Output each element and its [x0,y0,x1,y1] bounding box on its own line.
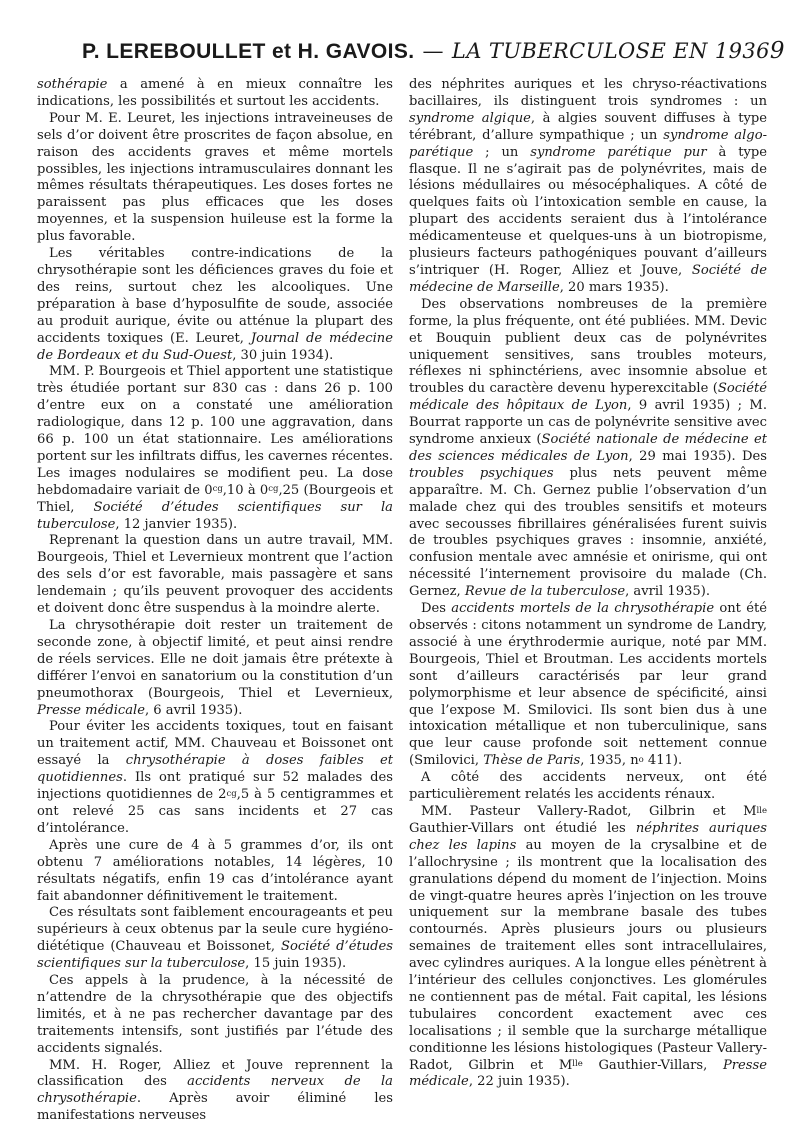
running-header [82,38,785,74]
text-run: . Après avoir éliminé les manifestations nerveuses [37,1091,393,1124]
italic-citation: Thèse de Paris [483,753,581,769]
text-run: , 20 mars 1935). [559,279,669,295]
italic-citation: Presse médicale [37,702,145,718]
text-run: , avril 1935). [625,584,710,600]
right-column [409,77,767,1091]
paragraph [37,838,393,906]
superscript: o [638,754,644,765]
text-run: , 6 avril 1935). [144,702,243,718]
text-run: Des [421,601,452,617]
text-run: MM. P. Bourgeois et Thiel apportent une statistique très étudiée portant sur 830 cas : dans 26 p. 100 d’entre eux on a constaté une amélioration radiologique, dans 12 p. 100 une aggravation, dans 66 p. 100 un état stationnaire. Les améliorations portent sur les infiltrats diffus, les cavernes récentes. Les images nodulaires se modifient peu. La dose hebdomadaire variait de 0 [37,364,393,498]
italic-citation: accidents nerveux de la chrysothérapie [37,1074,393,1107]
paragraph [37,618,393,719]
text-run: , 9 avril 1935) ; M. Bourrat rapporte un cas de polynévrite sensitive avec syndrome anxieux ( [409,398,768,448]
paragraph [37,905,393,973]
text-run: plus nets peuvent même apparaître. M. Ch. Gernez publie l’observation d’un malade chez qui des troubles sensitifs et moteurs avec secousses fibrillaires généralisées furent suivis de troubles psychiques graves : insomnie, anxiété, confusion mentale avec amnésie et onirisme, qui ont nécessité l’internement provisoire du malade (Ch. Gernez, [409,465,767,600]
left-column [37,77,393,1125]
italic-citation: Société de médecine de Marseille [409,262,767,295]
italic-citation: Société nationale de médecine et des sciences médicales de Lyon [409,432,767,464]
text-run: Gauthier-Villars, [582,1057,723,1073]
paragraph [409,770,767,804]
text-run: Des observations nombreuses de la première forme, la plus fréquente, ont été publiées. MM. Devic et Bouquin publient deux cas de polynévrites uniquement sensitives, sans troubles moteurs, réflexes ni sphinctériens, avec insomnie absolue et troubles du caractère devenu hyperexcitable ( [409,296,767,397]
text-run: au moyen de la crysalbine et de l’allochrysine ; ils montrent que la localisation des granulations dépend du moment de l’injection. Moins de vingt-quatre heures après l’injection on les trouve uniquement sur la membrane basale des tubes contournés. Après plusieurs jours ou plusieurs semaines de traitement elles sont intracellulaires, avec cylindres auriques. A la longue elles pénètrent à l’intérieur des cellules conjonctives. Les glomérules ne contiennent pas de métal. Fait capital, les lésions tubulaires concordent exactement avec ces localisations ; il semble que la surcharge métallique conditionne les lésions histologiques (Pasteur Vallery-Radot, Gilbrin et M [409,837,767,1073]
text-run: , 29 mai 1935). Des [628,448,767,464]
text-run: Pour M. E. Leuret, les injections intraveineuses de sels d’or doivent être proscrites de façon absolue, en raison des accidents graves et même mortels possibles, les injections intramusculaires donnant les mêmes résultats thérapeutiques. Les doses fortes ne paraissent pas plus efficaces que les doses moyennes, et la suspension huileuse est la forme la plus favorable. [37,110,393,245]
text-run: ont été observés : citons notamment un syndrome de Landry, associé à une érythrodermie aurique, noté par MM. Bourgeois, Thiel et Broutman. Les accidents mortels sont d’ailleurs caractérisés par leur grand polymorphisme et leur absence de spécificité, ainsi que l’expose M. Smilovici. Ils sont bien dus à une intoxication métallique et non tuberculinique, sans que leur cause profonde soit nettement connue (Smilovici, [409,601,767,769]
text-run: A côté des accidents nerveux, ont été particulièrement relatés les accidents rénaux. [409,770,767,803]
italic-citation: Journal de médecine de Bordeaux et du Sud-Ouest [37,330,393,363]
paragraph [37,246,393,364]
header-authors: P. LEREBOULLET et H. GAVOIS. [82,40,415,63]
italic-citation: Revue de la tuberculose [464,584,626,600]
italic-citation: syndrome algo-parétique [409,127,767,160]
text-run: , 1935, n [580,753,639,769]
paragraph [37,1058,393,1126]
text-run: à type flasque. Il ne s’agirait pas de polynévrites, mais de lésions médullaires ou mésocéphaliques. A côté de quelques faits où l’intoxication semble en cause, la plupart des accidents seraient dus à l’intolérance médicamenteuse et quelques-uns à un biotropisme, plusieurs facteurs pathogéniques pouvant d’ailleurs s’intriquer (H. Roger, Alliez et Jouve, [409,144,767,278]
italic-citation: Société d’études scientifiques sur la tuberculose [37,499,393,532]
italic-citation: syndrome algique [409,110,531,126]
text-run: Les véritables contre-indications de la chrysothérapie sont les déficiences graves du foie et des reins, surtout chez les alcooliques. Une préparation à base d’hyposulfite de soude, associée au produit aurique, évite ou atténue la plupart des accidents toxiques (E. Leuret, [37,246,393,346]
paragraph [37,111,393,246]
paragraph [37,719,393,837]
text-run: des néphrites auriques et les chryso-réactivations bacillaires, ils distinguent trois syndromes : un [409,77,767,109]
italic-citation: Société médicale des hôpitaux de Lyon [409,381,767,414]
text-run: a amené à en mieux connaître les indications, les possibilités et surtout les accidents. [37,77,393,109]
header-title: LA TUBERCULOSE EN 1936 [451,39,770,63]
paragraph [37,533,393,618]
text-run: ,5 à 5 centigrammes et ont relevé 25 cas sans incidents et 27 cas d’intolérance. [37,787,393,836]
italic-citation: sothérapie [37,77,108,92]
text-run: ; un [473,144,531,160]
paragraph [37,973,393,1058]
page-number: 9 [769,38,785,64]
paragraph [409,804,767,1091]
paragraph [37,364,393,533]
paragraph [37,77,393,111]
italic-citation: accidents mortels de la chrysothérapie [451,601,715,617]
superscript: lle [572,1059,583,1070]
paragraph [409,297,767,601]
text-run: Reprenant la question dans un autre travail, MM. Bourgeois, Thiel et Levernieux montrent que l’action des sels d’or est favorable, mais passagère et sans lendemain ; qu’ils peuvent provoquer des accidents et doivent donc être suspendus à la moindre alerte. [37,533,393,617]
text-run: Après une cure de 4 à 5 grammes d’or, ils ont obtenu 7 améliorations notables, 14 légères, 10 résultats négatifs, enfin 19 cas d’intolérance ayant fait abandonner définitivement le traitement. [37,837,393,904]
text-run: , à algies souvent diffuses à type térébrant, d’allure sympathique ; un [409,110,767,143]
text-run: , 30 juin 1934). [232,347,334,363]
text-run: , 15 juin 1935). [245,956,347,972]
superscript: lle [756,805,767,816]
italic-citation: troubles psychiques [409,465,554,481]
paragraph [409,77,767,297]
text-run: ,10 à 0 [222,482,269,498]
text-run: Gauthier-Villars ont étudié les [409,820,636,836]
text-run: , 12 janvier 1935). [115,516,238,532]
paragraph [409,601,767,770]
text-run: Pour éviter les accidents toxiques, tout en faisant un traitement actif, MM. Chauveau et Boissonet ont essayé la [37,719,393,769]
italic-citation: chrysothérapie à doses faibles et quotidiennes [37,753,393,786]
text-run: 411). [643,753,683,769]
text-run: Ces résultats sont faiblement encourageants et peu supérieurs à ceux obtenus par la seule cure hygiéno-diététique (Chauveau et Boissonet, [37,905,393,955]
header-dash: — [422,39,444,63]
text-run: MM. H. Roger, Alliez et Jouve reprennent la classification des [37,1057,393,1090]
superscript: cg [226,788,237,799]
text-run: Ces appels à la prudence, à la nécessité de n’attendre de la chrysothérapie que des objectifs limités, et à ne pas rechercher davantage par des traitements intensifs, sont justifiés par l’étude des accidents signalés. [37,973,393,1056]
text-run: ,25 (Bourgeois et Thiel, [37,482,393,515]
italic-citation: Presse médicale [409,1057,767,1090]
text-run: , 22 juin 1935). [468,1074,570,1090]
superscript: cg [268,484,279,495]
italic-citation: Société d’études scientifiques sur la tuberculose [37,939,393,972]
superscript: cg [212,484,223,495]
italic-citation: syndrome parétique pur [530,144,707,160]
text-run: La chrysothérapie doit rester un traitement de seconde zone, à objectif limité, et peut ainsi rendre de réels services. Elle ne doit jamais être prétexte à différer l’envoi en sanatorium ou la constitution d’un pneumothorax (Bourgeois, Thiel et Levernieux, [37,618,393,701]
text-run: MM. Pasteur Vallery-Radot, Gilbrin et M [421,803,757,819]
italic-citation: néphrites auriques chez les lapins [409,820,767,853]
text-run: . Ils ont pratiqué sur 52 malades des injections quotidiennes de 2 [37,770,393,803]
